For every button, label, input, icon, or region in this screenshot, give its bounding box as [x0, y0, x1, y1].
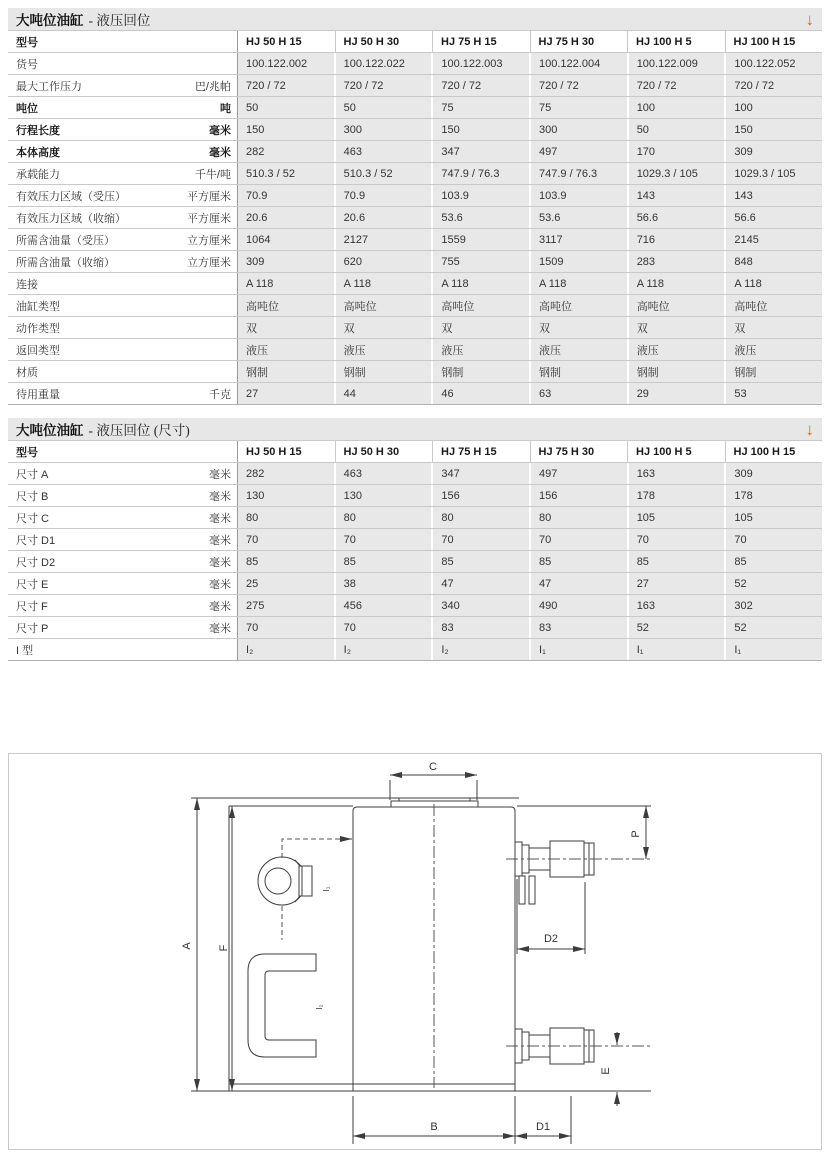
- dim-label-p: P: [630, 830, 642, 838]
- value-cell: 3117: [529, 229, 627, 250]
- table-row: [8, 206, 822, 228]
- row-label: 所需含油量（受压） 立方厘米: [8, 229, 238, 250]
- row-label: 尺寸 D1 毫米: [8, 529, 238, 550]
- value-cell: 56.6: [724, 207, 822, 228]
- value-cell: I₂: [334, 639, 432, 660]
- table-row: [8, 462, 822, 484]
- value-cell: 钢制: [431, 361, 529, 382]
- value-cell: 53.6: [529, 207, 627, 228]
- value-cell: 747.9 / 76.3: [431, 163, 529, 184]
- value-cell: 620: [334, 251, 432, 272]
- cylinder-dimension-drawing: [9, 754, 821, 1149]
- value-cell: 70: [431, 529, 529, 550]
- value-cell: 309: [238, 251, 334, 272]
- table-row: [8, 382, 822, 404]
- value-cell: 56.6: [627, 207, 725, 228]
- model-header: HJ 75 H 15: [432, 31, 530, 52]
- row-label: 所需含油量（收缩） 立方厘米: [8, 251, 238, 272]
- value-cell: 85: [431, 551, 529, 572]
- value-cell: 50: [627, 119, 725, 140]
- table2-title-bar: [8, 418, 822, 440]
- value-cell: 高吨位: [627, 295, 725, 316]
- value-cell: 70: [627, 529, 725, 550]
- value-cell: 510.3 / 52: [238, 163, 334, 184]
- value-cell: 309: [724, 463, 822, 484]
- value-cell: 309: [724, 141, 822, 162]
- value-cell: 100: [627, 97, 725, 118]
- table1-grid: [8, 30, 822, 405]
- value-cell: 156: [529, 485, 627, 506]
- row-label: 待用重量 千克: [8, 383, 238, 404]
- dimension-drawing-panel: [8, 753, 822, 1150]
- table-row: [8, 528, 822, 550]
- value-cell: 720 / 72: [627, 75, 725, 96]
- value-cell: I₁: [529, 639, 627, 660]
- value-cell: 70: [724, 529, 822, 550]
- row-label: 尺寸 D2 毫米: [8, 551, 238, 572]
- table-row: [8, 96, 822, 118]
- row-label: 尺寸 C 毫米: [8, 507, 238, 528]
- value-cell: 双: [334, 317, 432, 338]
- value-cell: 463: [334, 463, 432, 484]
- value-cell: 53.6: [431, 207, 529, 228]
- value-cell: 高吨位: [529, 295, 627, 316]
- model-header: HJ 50 H 30: [335, 31, 433, 52]
- table-row: [8, 572, 822, 594]
- table1-subtitle: - 液压回位: [88, 13, 151, 28]
- dim-label-c: C: [429, 761, 437, 773]
- row-label: I 型: [8, 639, 238, 660]
- value-cell: 52: [627, 617, 725, 638]
- row-label: 油缸类型: [8, 295, 238, 316]
- value-cell: 150: [431, 119, 529, 140]
- value-cell: 720 / 72: [334, 75, 432, 96]
- table-header-row: [8, 30, 822, 52]
- value-cell: 143: [627, 185, 725, 206]
- value-cell: 52: [724, 573, 822, 594]
- value-cell: I₁: [724, 639, 822, 660]
- table-row: [8, 140, 822, 162]
- value-cell: 2145: [724, 229, 822, 250]
- value-cell: 100.122.022: [334, 53, 432, 74]
- download-arrow-icon[interactable]: ↓: [805, 9, 814, 29]
- value-cell: 1064: [238, 229, 334, 250]
- value-cell: 2127: [334, 229, 432, 250]
- table-row: [8, 594, 822, 616]
- carry-handle: [248, 954, 316, 1057]
- value-cell: 100.122.009: [627, 53, 725, 74]
- table2-subtitle: - 液压回位 (尺寸): [88, 423, 190, 438]
- value-cell: 高吨位: [431, 295, 529, 316]
- value-cell: 钢制: [724, 361, 822, 382]
- feature-label-i2: I₂: [315, 1004, 324, 1010]
- dim-label-a: A: [181, 942, 193, 950]
- model-header: HJ 100 H 5: [627, 31, 725, 52]
- value-cell: 100.122.052: [724, 53, 822, 74]
- value-cell: 83: [431, 617, 529, 638]
- value-cell: 1559: [431, 229, 529, 250]
- value-cell: 156: [431, 485, 529, 506]
- table-row: [8, 250, 822, 272]
- value-cell: 液压: [627, 339, 725, 360]
- value-cell: 70: [334, 617, 432, 638]
- value-cell: I₂: [238, 639, 334, 660]
- value-cell: 70: [238, 617, 334, 638]
- table-row: [8, 506, 822, 528]
- table-row: [8, 118, 822, 140]
- spec-table-performance: [8, 8, 822, 405]
- value-cell: I₁: [627, 639, 725, 660]
- value-cell: 46: [431, 383, 529, 404]
- dim-label-f: F: [218, 944, 230, 952]
- table-row: [8, 228, 822, 250]
- dim-label-d1: D1: [535, 1121, 551, 1133]
- value-cell: 75: [529, 97, 627, 118]
- value-cell: 105: [627, 507, 725, 528]
- value-cell: 70: [529, 529, 627, 550]
- value-cell: 高吨位: [238, 295, 334, 316]
- value-cell: 130: [238, 485, 334, 506]
- value-cell: 163: [627, 595, 725, 616]
- row-label: 返回类型: [8, 339, 238, 360]
- value-cell: 716: [627, 229, 725, 250]
- value-cell: 150: [238, 119, 334, 140]
- value-cell: 52: [724, 617, 822, 638]
- value-cell: 1029.3 / 105: [627, 163, 725, 184]
- value-cell: 1029.3 / 105: [724, 163, 822, 184]
- value-cell: 300: [334, 119, 432, 140]
- row-label: 动作类型: [8, 317, 238, 338]
- row-label: 最大工作压力 巴/兆帕: [8, 75, 238, 96]
- value-cell: 75: [431, 97, 529, 118]
- value-cell: 20.6: [334, 207, 432, 228]
- value-cell: 70.9: [238, 185, 334, 206]
- value-cell: 347: [431, 141, 529, 162]
- value-cell: 50: [238, 97, 334, 118]
- value-cell: 50: [334, 97, 432, 118]
- value-cell: 282: [238, 141, 334, 162]
- value-cell: 钢制: [238, 361, 334, 382]
- value-cell: 275: [238, 595, 334, 616]
- dim-label-d2: D2: [543, 933, 559, 945]
- value-cell: 848: [724, 251, 822, 272]
- value-cell: 双: [431, 317, 529, 338]
- value-cell: 302: [724, 595, 822, 616]
- table-row: [8, 272, 822, 294]
- value-cell: 720 / 72: [529, 75, 627, 96]
- table-row: [8, 338, 822, 360]
- value-cell: 70: [334, 529, 432, 550]
- value-cell: 300: [529, 119, 627, 140]
- value-cell: 液压: [334, 339, 432, 360]
- value-cell: 282: [238, 463, 334, 484]
- value-cell: 105: [724, 507, 822, 528]
- value-cell: 液压: [238, 339, 334, 360]
- value-cell: 液压: [529, 339, 627, 360]
- value-cell: 钢制: [334, 361, 432, 382]
- value-cell: 29: [627, 383, 725, 404]
- spec-table-dimensions: [8, 418, 822, 661]
- value-cell: 100.122.003: [431, 53, 529, 74]
- row-label: 有效压力区域（收缩） 平方厘米: [8, 207, 238, 228]
- value-cell: 85: [334, 551, 432, 572]
- value-cell: 178: [627, 485, 725, 506]
- value-cell: 463: [334, 141, 432, 162]
- value-cell: 720 / 72: [238, 75, 334, 96]
- row-label: 承载能力 千牛/吨: [8, 163, 238, 184]
- value-cell: 47: [529, 573, 627, 594]
- value-cell: 双: [627, 317, 725, 338]
- row-label: 行程长度 毫米: [8, 119, 238, 140]
- model-header: HJ 50 H 30: [335, 441, 433, 462]
- value-cell: 70: [238, 529, 334, 550]
- value-cell: 80: [529, 507, 627, 528]
- value-cell: 150: [724, 119, 822, 140]
- value-cell: 103.9: [431, 185, 529, 206]
- value-cell: 27: [238, 383, 334, 404]
- value-cell: 液压: [431, 339, 529, 360]
- row-label: 尺寸 B 毫米: [8, 485, 238, 506]
- value-cell: A 118: [529, 273, 627, 294]
- value-cell: 170: [627, 141, 725, 162]
- table-row: [8, 162, 822, 184]
- model-header: HJ 100 H 15: [725, 441, 823, 462]
- table-row: [8, 484, 822, 506]
- model-header: HJ 75 H 30: [530, 31, 628, 52]
- value-cell: A 118: [627, 273, 725, 294]
- value-cell: 85: [627, 551, 725, 572]
- value-cell: 178: [724, 485, 822, 506]
- value-cell: 63: [529, 383, 627, 404]
- dim-label-e: E: [600, 1067, 612, 1075]
- dim-label-b: B: [430, 1121, 438, 1133]
- model-header: HJ 75 H 30: [530, 441, 628, 462]
- value-cell: 25: [238, 573, 334, 594]
- model-header: HJ 100 H 5: [627, 441, 725, 462]
- row-label: 尺寸 P 毫米: [8, 617, 238, 638]
- value-cell: 163: [627, 463, 725, 484]
- row-label: 材质: [8, 361, 238, 382]
- value-cell: 143: [724, 185, 822, 206]
- table-header-row: [8, 440, 822, 462]
- value-cell: 双: [724, 317, 822, 338]
- table-row: [8, 638, 822, 660]
- value-cell: I₂: [431, 639, 529, 660]
- value-cell: 80: [238, 507, 334, 528]
- value-cell: 83: [529, 617, 627, 638]
- table-row: [8, 550, 822, 572]
- row-label: 尺寸 F 毫米: [8, 595, 238, 616]
- value-cell: 80: [431, 507, 529, 528]
- download-arrow-icon[interactable]: ↓: [805, 419, 814, 439]
- value-cell: A 118: [334, 273, 432, 294]
- value-cell: 747.9 / 76.3: [529, 163, 627, 184]
- value-cell: 20.6: [238, 207, 334, 228]
- value-cell: 85: [724, 551, 822, 572]
- value-cell: 497: [529, 463, 627, 484]
- value-cell: 双: [238, 317, 334, 338]
- value-cell: 720 / 72: [724, 75, 822, 96]
- value-cell: 高吨位: [724, 295, 822, 316]
- value-cell: 720 / 72: [431, 75, 529, 96]
- table-row: [8, 184, 822, 206]
- table1-title: 大吨位油缸: [16, 13, 84, 28]
- model-header: HJ 75 H 15: [432, 441, 530, 462]
- row-label: 本体高度 毫米: [8, 141, 238, 162]
- row-label: 有效压力区域（受压） 平方厘米: [8, 185, 238, 206]
- value-cell: 钢制: [529, 361, 627, 382]
- table-row: [8, 316, 822, 338]
- value-cell: 490: [529, 595, 627, 616]
- value-cell: 497: [529, 141, 627, 162]
- table1-title-bar: [8, 8, 822, 30]
- value-cell: 27: [627, 573, 725, 594]
- value-cell: 双: [529, 317, 627, 338]
- row-label: 尺寸 E 毫米: [8, 573, 238, 594]
- value-cell: 70.9: [334, 185, 432, 206]
- value-cell: A 118: [431, 273, 529, 294]
- row-label: 货号: [8, 53, 238, 74]
- value-cell: 钢制: [627, 361, 725, 382]
- value-cell: 85: [238, 551, 334, 572]
- column-header-model: 型号: [8, 441, 238, 462]
- feature-label-i1: I₁: [322, 886, 331, 892]
- upper-port-coupler: [515, 841, 594, 904]
- value-cell: 100.122.004: [529, 53, 627, 74]
- value-cell: 液压: [724, 339, 822, 360]
- row-label: 尺寸 A 毫米: [8, 463, 238, 484]
- value-cell: 47: [431, 573, 529, 594]
- table-row: [8, 52, 822, 74]
- model-header: HJ 50 H 15: [238, 441, 335, 462]
- row-label: 吨位 吨: [8, 97, 238, 118]
- value-cell: 100: [724, 97, 822, 118]
- model-header: HJ 50 H 15: [238, 31, 335, 52]
- table2-grid: [8, 440, 822, 661]
- value-cell: 85: [529, 551, 627, 572]
- value-cell: 347: [431, 463, 529, 484]
- value-cell: 44: [334, 383, 432, 404]
- value-cell: 755: [431, 251, 529, 272]
- value-cell: 456: [334, 595, 432, 616]
- value-cell: 283: [627, 251, 725, 272]
- value-cell: 38: [334, 573, 432, 594]
- lifting-eye: [258, 839, 352, 940]
- value-cell: 高吨位: [334, 295, 432, 316]
- model-header: HJ 100 H 15: [725, 31, 823, 52]
- value-cell: 103.9: [529, 185, 627, 206]
- value-cell: 1509: [529, 251, 627, 272]
- value-cell: A 118: [238, 273, 334, 294]
- table-row: [8, 616, 822, 638]
- value-cell: 340: [431, 595, 529, 616]
- value-cell: 510.3 / 52: [334, 163, 432, 184]
- column-header-model: 型号: [8, 31, 238, 52]
- value-cell: A 118: [724, 273, 822, 294]
- table-row: [8, 294, 822, 316]
- table-row: [8, 360, 822, 382]
- value-cell: 53: [724, 383, 822, 404]
- value-cell: 130: [334, 485, 432, 506]
- table2-title: 大吨位油缸: [16, 423, 84, 438]
- row-label: 连接: [8, 273, 238, 294]
- value-cell: 80: [334, 507, 432, 528]
- table-row: [8, 74, 822, 96]
- value-cell: 100.122.002: [238, 53, 334, 74]
